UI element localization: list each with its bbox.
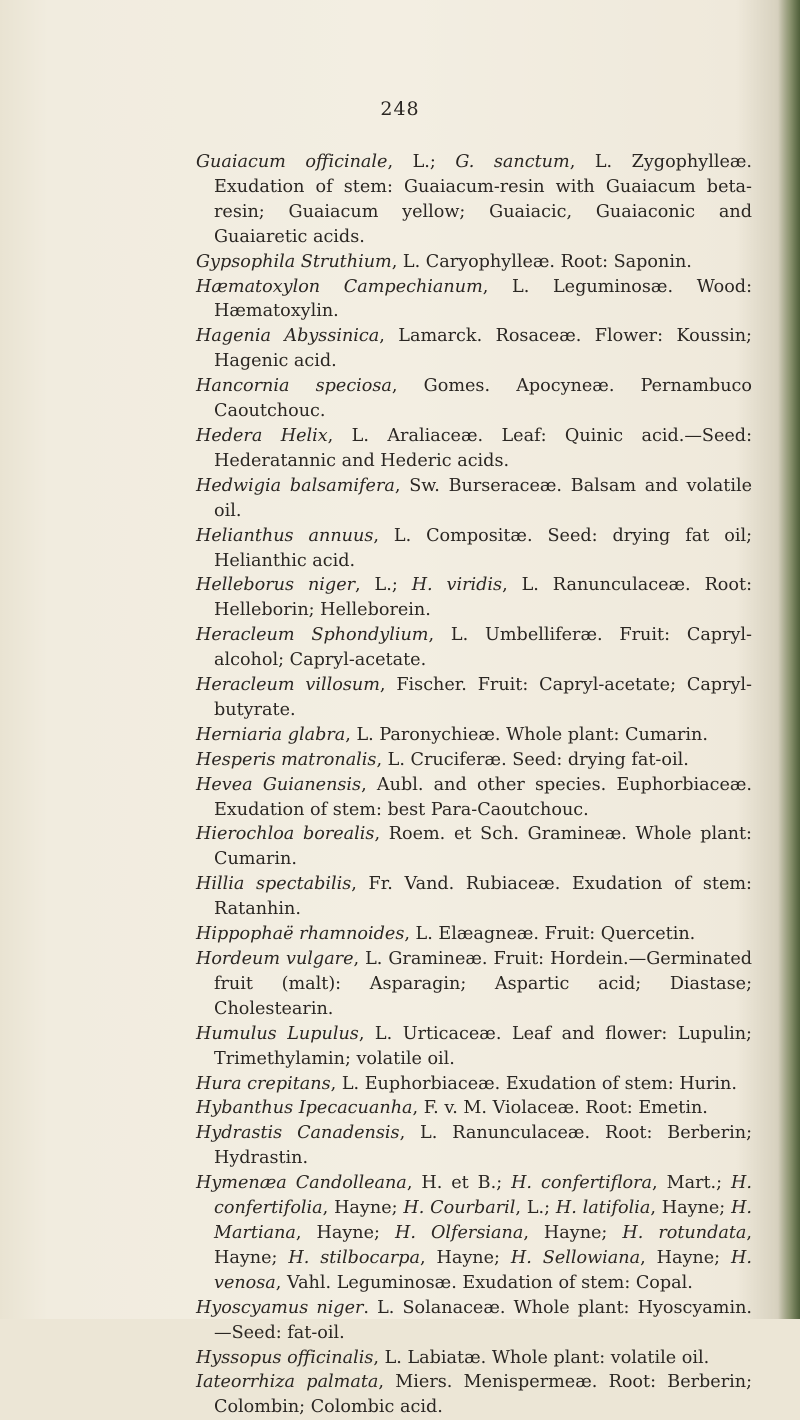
plant-entry: Hybanthus Ipecacuanha, F. v. M. Violaceæ. Root: Emetin. xyxy=(196,1098,708,1119)
page-binding-edge xyxy=(778,0,800,1319)
page-number: 248 xyxy=(380,98,420,120)
plant-entry: Hevea Guianensis, Aubl. and other species. Euphorbiaceæ. Exudation of stem: best Para-Caoutchouc. xyxy=(196,774,753,820)
plant-entry: Hillia spectabilis, Fr. Vand. Rubiaceæ. Exudation of stem: Ratanhin. xyxy=(196,874,752,920)
plant-entry: Hordeum vulgare, L. Gramineæ. Fruit: Hordein.—Germinated fruit (malt): Asparagin; Aspartic acid; Diastase; Cholestearin. xyxy=(196,949,752,1019)
plant-entry: Hæmatoxylon Campechianum, L. Leguminosæ. Wood: Hæmatoxylin. xyxy=(196,276,752,322)
plant-entry: Hedwigia balsamifera, Sw. Burseraceæ. Balsam and volatile oil. xyxy=(196,475,752,521)
plant-entry: Hierochloa borealis, Roem. et Sch. Gramineæ. Whole plant: Cumarin. xyxy=(196,824,752,870)
plant-entry: Hymenæa Candolleana, H. et B.; H. confertiflora, Mart.; H. confertifolia, Hayne; H. Courbaril, L.; H. latifolia, Hayne; H. Martiana, Hayne; H. Olfersiana, Hayne; H. rotundata, Hayne; H. stilbocarpa, Hayne; H. Sellowiana, Hayne; H. venosa, Vahl. Leguminosæ. Exudation of stem: Copal. xyxy=(196,1173,752,1293)
plant-entry: Heracleum villosum, Fischer. Fruit: Capryl-acetate; Capryl-butyrate. xyxy=(196,675,752,720)
plant-entry: Helianthus annuus, L. Compositæ. Seed: drying fat oil; Helianthic acid. xyxy=(196,525,752,571)
plant-entry: Hippophaë rhamnoides, L. Elæagneæ. Fruit: Quercetin. xyxy=(196,924,696,945)
plant-entry: Hydrastis Canadensis, L. Ranunculaceæ. Root: Berberin; Hydrastin. xyxy=(196,1123,752,1169)
plant-entry: Hyoscyamus niger. L. Solanaceæ. Whole plant: Hyoscyamin. —Seed: fat-oil. xyxy=(196,1297,752,1343)
plant-entry: Heracleum Sphondylium, L. Umbelliferæ. Fruit: Capryl-alcohol; Capryl-acetate. xyxy=(196,625,752,671)
plant-entry: Humulus Lupulus, L. Urticaceæ. Leaf and flower: Lupulin; Trimethylamin; volatile oil. xyxy=(196,1023,752,1069)
plant-entry: Iateorrhiza palmata, Miers. Menispermeæ. Root: Berberin; Colombin; Colombic acid. xyxy=(196,1372,752,1418)
plant-entry: Helleborus niger, L.; H. viridis, L. Ranunculaceæ. Root: Helleborin; Helleborein. xyxy=(196,575,752,621)
plant-entry: Hura crepitans, L. Euphorbiaceæ. Exudation of stem: Hurin. xyxy=(196,1073,737,1094)
plant-entry: Hagenia Abyssinica, Lamarck. Rosaceæ. Flower: Koussin; Hagenic acid. xyxy=(196,326,752,372)
plant-entry: Hesperis matronalis, L. Cruciferæ. Seed: drying fat-oil. xyxy=(196,749,689,770)
plant-entry: Hedera Helix, L. Araliaceæ. Leaf: Quinic acid.—Seed: Hederatannic and Hederic acids. xyxy=(196,425,752,471)
plant-entry: Herniaria glabra, L. Paronychieæ. Whole plant: Cumarin. xyxy=(196,724,708,745)
plant-entry: Gypsophila Struthium, L. Caryophylleæ. Root: Saponin. xyxy=(196,251,692,272)
plant-entry: Hyssopus officinalis, L. Labiatæ. Whole plant: volatile oil. xyxy=(196,1347,710,1368)
plant-entry: Hancornia speciosa, Gomes. Apocyneæ. Pernambuco Caoutchouc. xyxy=(196,376,752,422)
entry-list xyxy=(196,150,752,1420)
plant-entry: Guaiacum officinale, L.; G. sanctum, L. Zygophylleæ. Exudation of stem: Guaiacum-resin with Guaiacum beta-resin; Guaiacum yellow; Guaiacic, Guaiaconic and Guaiaretic acids. xyxy=(196,152,752,247)
